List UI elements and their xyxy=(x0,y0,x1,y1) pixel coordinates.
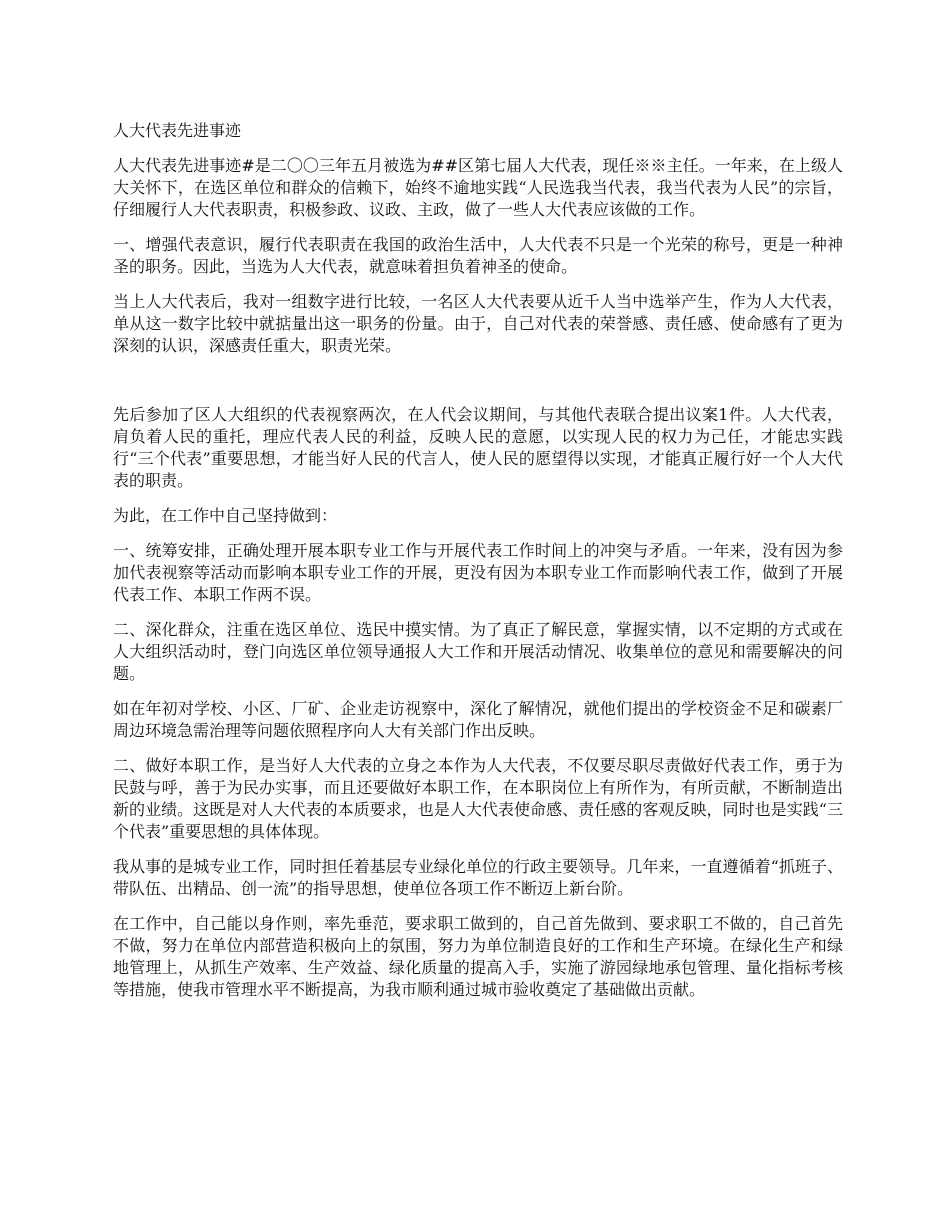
paragraph-inspection-example: 如在年初对学校、小区、厂矿、企业走访视察中，深化了解情况，就他们提出的学校资金不足和碳素厂周边环境急需治理等问题依照程序向人大有关部门作出反映。 xyxy=(113,699,843,740)
document-body xyxy=(113,120,843,1014)
paragraph-intro: 人大代表先进事迹#是二〇〇三年五月被选为##区第七届人大代表，现任※※主任。一年来，在上级人大关怀下，在选区单位和群众的信赖下，始终不逾地实践“人民选我当代表，我当代表为人民”的宗旨，仔细履行人大代表职责，积极参政、议政、主政，做了一些人大代表应该做的工作。 xyxy=(113,156,843,219)
paragraph-section-one: 一、增强代表意识，履行代表职责在我国的政治生活中，人大代表不只是一个光荣的称号，更是一种神圣的职务。因此，当选为人大代表，就意味着担负着神圣的使命。 xyxy=(113,235,843,276)
paragraph-profession: 我从事的是城专业工作，同时担任着基层专业绿化单位的行政主要领导。几年来，一直遵循着“抓班子、带队伍、出精品、创一流”的指导思想，使单位各项工作不断迈上新台阶。 xyxy=(113,857,843,898)
paragraph-balance-work: 一、统筹安排，正确处理开展本职专业工作与开展代表工作时间上的冲突与矛盾。一年来，没有因为参加代表视察等活动而影响本职专业工作的开展，更没有因为本职专业工作而影响代表工作，做到了开展代表工作、本职工作两不误。 xyxy=(113,541,843,604)
paragraph-activities: 先后参加了区人大组织的代表视察两次，在人代会议期间，与其他代表联合提出议案1件。人大代表，肩负着人民的重托，理应代表人民的利益，反映人民的意愿，以实现人民的权力为己任，才能忠实践行“三个代表”重要思想，才能当好人民的代言人，使人民的愿望得以实现，才能真正履行好一个人大代表的职责。 xyxy=(113,405,843,490)
paragraph-engage-public: 二、深化群众，注重在选区单位、选民中摸实情。为了真正了解民意，掌握实情，以不定期的方式或在人大组织活动时，登门向选区单位领导通报人大工作和开展活动情况、收集单位的意见和需要解决的问题。 xyxy=(113,620,843,683)
paragraph-reflection: 当上人大代表后，我对一组数字进行比较，一名区人大代表要从近千人当中选举产生，作为人大代表，单从这一数字比较中就掂量出这一职务的份量。由于，自己对代表的荣誉感、责任感、使命感有了更为深刻的认识，深感责任重大，职责光荣。 xyxy=(113,292,843,355)
paragraph-core-duty: 二、做好本职工作，是当好人大代表的立身之本作为人大代表，不仅要尽职尽责做好代表工作，勇于为民鼓与呼，善于为民办实事，而且还要做好本职工作，在本职岗位上有所作为，有所贡献，不断制造出新的业绩。这既是对人大代表的本质要求，也是人大代表使命感、责任感的客观反映，同时也是实践“三个代表”重要思想的具体体现。 xyxy=(113,756,843,841)
paragraph-gap xyxy=(113,370,843,404)
document-title: 人大代表先进事迹 xyxy=(113,121,242,140)
paragraph-leadership: 在工作中，自己能以身作则，率先垂范，要求职工做到的，自己首先做到、要求职工不做的，自己首先不做，努力在单位内部营造积极向上的氛围，努力为单位制造良好的工作和生产环境。在绿化生产和绿地管理上，从抓生产效率、生产效益、绿化质量的提高入手，实施了游园绿地承包管理、量化指标考核等措施，使我市管理水平不断提高，为我市顺利通过城市验收奠定了基础做出贡献。 xyxy=(113,914,843,999)
paragraph-commitment: 为此，在工作中自己坚持做到： xyxy=(113,506,338,525)
